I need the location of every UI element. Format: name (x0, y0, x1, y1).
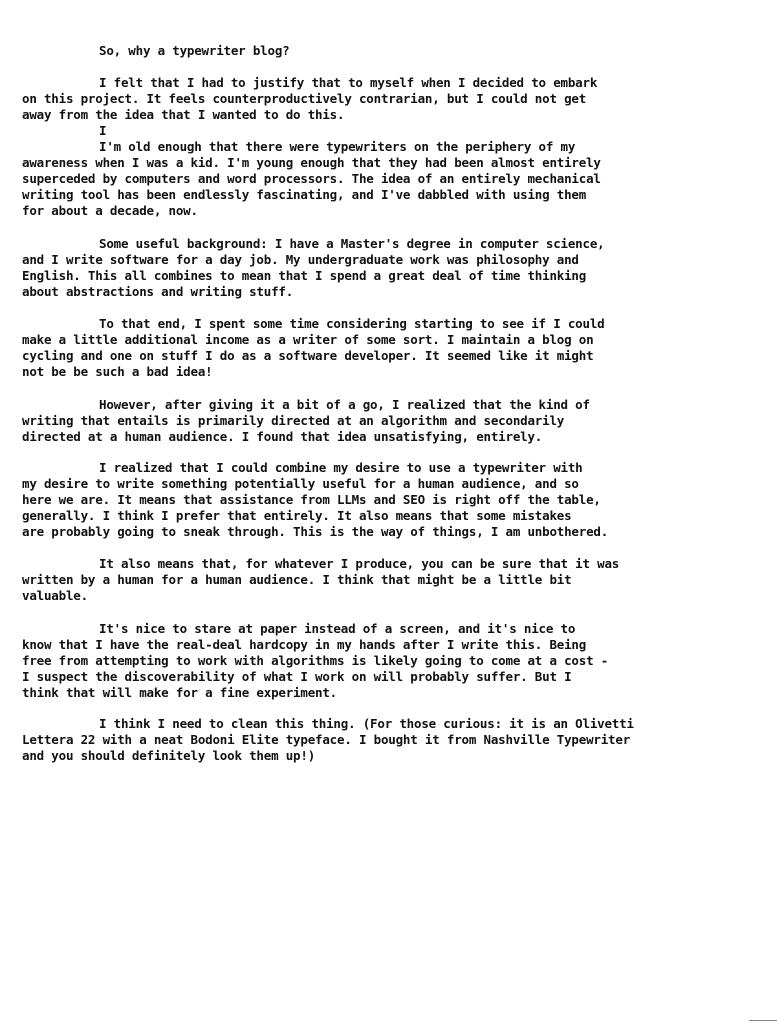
paragraph-line: generally. I think I prefer that entirely. It also means that some mistakes (22, 508, 572, 523)
paragraph-line: I felt that I had to justify that to myself when I decided to embark (99, 75, 598, 90)
paragraph-line: free from attempting to work with algorithms is likely going to come at a cost - (22, 653, 609, 668)
paragraph-line: writing tool has been endlessly fascinating, and I've dabbled with using them (22, 187, 587, 202)
paragraph (22, 621, 762, 701)
paragraph-line: However, after giving it a bit of a go, I realized that the kind of (99, 397, 590, 412)
paragraph-line: To that end, I spent some time considering starting to see if I could (99, 316, 605, 331)
paragraph-line: and I write software for a day job. My undergraduate work was philosophy and (22, 252, 579, 267)
paragraph (22, 139, 762, 219)
heading (22, 43, 762, 59)
paragraph-line: make a little additional income as a writer of some sort. I maintain a blog on (22, 332, 594, 347)
paragraph (22, 316, 762, 380)
paragraph (22, 556, 762, 604)
paragraph-line: valuable. (22, 588, 88, 603)
paragraph-line: cycling and one on stuff I do as a software developer. It seemed like it might (22, 348, 594, 363)
paragraph-line: away from the idea that I wanted to do this. (22, 107, 345, 122)
paragraph-line: not be be such a bad idea! (22, 364, 213, 379)
paragraph-line: I think I need to clean this thing. (For those curious: it is an Olivetti (99, 716, 634, 731)
paragraph-line: I (99, 123, 107, 138)
paragraph-line: It's nice to stare at paper instead of a screen, and it's nice to (99, 621, 576, 636)
paragraph-line: awareness when I was a kid. I'm young enough that they had been almost entirely (22, 155, 601, 170)
paragraph-line: Lettera 22 with a neat Bodoni Elite typeface. I bought it from Nashville Typewriter (22, 732, 631, 747)
paragraph-line: It also means that, for whatever I produce, you can be sure that it was (99, 556, 620, 571)
paragraph-line: think that will make for a fine experiment. (22, 685, 338, 700)
paragraph-line: I'm old enough that there were typewriters on the periphery of my (99, 139, 576, 154)
paragraph-line: I realized that I could combine my desire to use a typewriter with (99, 460, 583, 475)
paragraph-line: Some useful background: I have a Master's degree in computer science, (99, 236, 605, 251)
paragraph-line: are probably going to sneak through. This is the way of things, I am unbothered. (22, 524, 609, 539)
paragraph-line: writing that entails is primarily directed at an algorithm and secondarily (22, 413, 565, 428)
scan-edge-line (749, 1020, 777, 1021)
paragraph-line: superceded by computers and word processors. The idea of an entirely mechanical (22, 171, 601, 186)
paragraph-line: know that I have the real-deal hardcopy in my hands after I write this. Being (22, 637, 587, 652)
paragraph-line: English. This all combines to mean that I spend a great deal of time thinking (22, 268, 587, 283)
paragraph (22, 716, 762, 764)
paragraph-line: about abstractions and writing stuff. (22, 284, 294, 299)
paragraph (22, 460, 762, 540)
paragraph-line: on this project. It feels counterproductively contrarian, but I could not get (22, 91, 587, 106)
heading-line: So, why a typewriter blog? (99, 43, 290, 58)
paragraph (22, 236, 762, 300)
paragraph-line: directed at a human audience. I found that idea unsatisfying, entirely. (22, 429, 543, 444)
paragraph-line: and you should definitely look them up!) (22, 748, 316, 763)
paragraph (22, 397, 762, 445)
paragraph-line: I suspect the discoverability of what I work on will probably suffer. But I (22, 669, 572, 684)
paragraph-line: here we are. It means that assistance from LLMs and SEO is right off the table, (22, 492, 601, 507)
paragraph (22, 75, 762, 139)
paragraph-line: my desire to write something potentially useful for a human audience, and so (22, 476, 579, 491)
paragraph-line: for about a decade, now. (22, 203, 198, 218)
paragraph-line: written by a human for a human audience. I think that might be a little bit (22, 572, 572, 587)
